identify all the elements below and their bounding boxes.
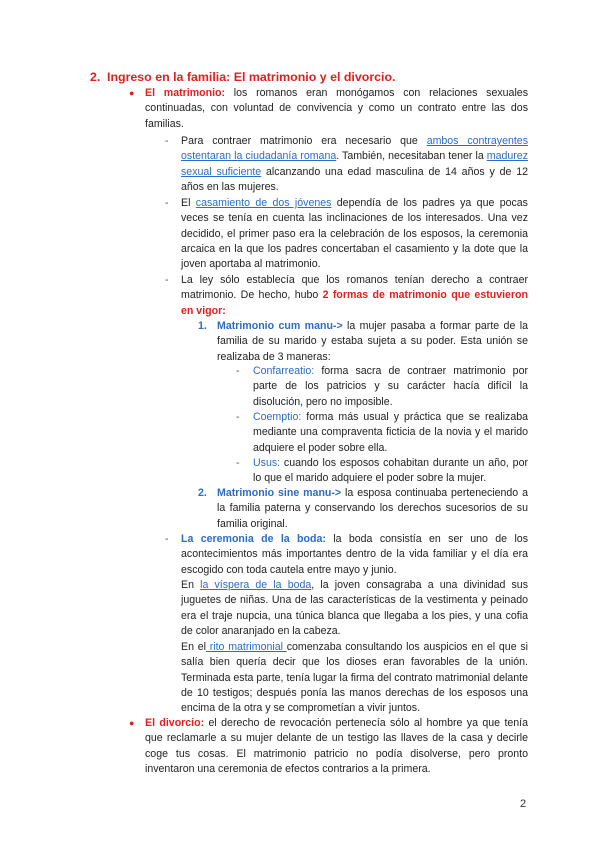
formas-highlight: 2 formas de matrimonio que estuvieron en vigor:	[181, 289, 528, 317]
vispera-paragraph	[181, 578, 528, 639]
requisitos-paragraph	[181, 134, 528, 195]
text: dependía de los padres ya que pocas veces se tenía en cuenta las inclinaciones de los interesados. Una vez decidido, el primer paso era la celebración de los esposos, la ceremonia arcaica en la que los padres concertaban el casamiento y la dote que la joven aportaba al matrimonio.	[181, 197, 528, 271]
section-title: Ingreso en la familia: El matrimonio y el divorcio.	[107, 70, 396, 84]
list-number: 1.	[198, 320, 207, 332]
list-item	[253, 410, 528, 456]
divorcio-paragraph	[145, 716, 528, 777]
coemptio-label: Coemptio:	[253, 411, 302, 423]
ceremonia-label: La ceremonia de la boda:	[181, 533, 326, 545]
section-number: 2.	[90, 70, 101, 84]
dash-icon: -	[165, 274, 169, 286]
text: alcanzando una edad masculina de 14 años y de 12 años en las mujeres.	[181, 165, 528, 193]
matrimonio-text: los romanos eran monógamos con relaciones sexuales continuadas, con voluntad de convivencia y como un contrato entre las dos familias.	[145, 87, 528, 130]
text: el derecho de revocación pertenecía sólo al hombre ya que tenía que reclamarle a su mujer delante de un testigo las llaves de la casa y decirle coge tus cosas. El matrimonio patricio no podía disolverse, pero pronto inventaron una ceremonia de efectos contrarios a la primera.	[145, 717, 529, 775]
list-item	[253, 456, 528, 487]
dash-icon: -	[165, 533, 169, 545]
cum-manu-label: Matrimonio cum manu->	[217, 320, 343, 332]
dash-icon: -	[236, 365, 240, 377]
matrimonio-label: El matrimonio:	[145, 87, 226, 99]
usus-label: Usus:	[253, 457, 281, 469]
text: Para contraer matrimonio era necesario que	[181, 135, 427, 147]
text: En el	[181, 641, 206, 653]
divorcio-label: El divorcio:	[145, 717, 205, 729]
list-item	[253, 364, 528, 410]
sine-manu-label: Matrimonio sine manu->	[217, 487, 342, 499]
dash-icon: -	[165, 197, 169, 209]
ceremonia-paragraph	[181, 532, 528, 578]
rito-paragraph	[181, 640, 528, 716]
text: , la joven consagraba a una divinidad sus juguetes de niñas. Una de las características de la vestimenta y peinado era el traje nupcia, una túnica blanca que llegaba a los pies, y una cofia de color anaranjado en la cabeza.	[181, 579, 529, 637]
section-heading	[90, 70, 396, 84]
confarreatio-label: Confarreatio:	[253, 365, 315, 377]
casamiento-paragraph	[181, 196, 528, 272]
text: El	[181, 197, 196, 209]
text: forma más usual y práctica que se realizaba mediante una compraventa ficticia de la novia y el marido adquiere el poder sobre ella.	[253, 411, 528, 454]
madurez-link[interactable]: madurez sexual suficiente	[181, 150, 528, 178]
dash-icon: -	[236, 457, 240, 469]
casamiento-link[interactable]: casamiento de dos jóvenes	[195, 197, 332, 209]
text: la mujer pasaba a formar parte de la familia de su marido y estaba sujeta a su poder. Esta unión se realizaba de 3 maneras:	[217, 320, 528, 363]
text: La ley sólo establecía que los romanos tenían derecho a contraer matrimonio. De hecho, hubo	[181, 274, 528, 302]
cum-manu-paragraph	[217, 319, 528, 365]
text: la esposa continuaba perteneciendo a la familia paterna y conservando los derechos sucesorios de su familia original.	[217, 487, 529, 530]
ciudadania-link[interactable]: ambos contrayentes ostentaran la ciudadanía romana	[181, 135, 528, 163]
sine-manu-paragraph	[217, 486, 528, 532]
text: la boda consistía en ser uno de los acontecimientos más importantes dentro de la vida familiar y el día era escogido con toda cautela entre mayo y junio.	[181, 533, 528, 576]
vispera-link[interactable]: la víspera de la boda	[200, 579, 312, 591]
text: forma sacra de contraer matrimonio por parte de los patricios y su carácter hacía difícil la disolución, pero no imposible.	[253, 365, 528, 408]
formas-paragraph	[181, 273, 528, 319]
bullet-icon: ●	[129, 718, 135, 728]
text: comenzaba consultando los auspicios en el que si salía bien quería decir que los dioses eran favorables de la unión. Terminada esta parte, tenía lugar la firma del contrato matrimonial delante de 10 testigos; después ponía las manos derechas de los esposos una encima de la otra y se comprometían a vivir juntos.	[181, 641, 528, 715]
list-number: 2.	[198, 487, 207, 499]
text: . También, necesitaban tener la	[336, 150, 487, 163]
dash-icon: -	[236, 411, 240, 423]
dash-icon: -	[165, 135, 169, 147]
page-number: 2	[520, 798, 527, 810]
matrimonio-paragraph	[145, 86, 528, 132]
text: En	[181, 579, 201, 591]
bullet-icon: ●	[129, 88, 135, 98]
rito-link[interactable]: rito matrimonial	[205, 641, 287, 653]
text: cuando los esposos cohabitan durante un año, por lo que el marido adquiere el poder sobre la mujer.	[253, 457, 528, 485]
